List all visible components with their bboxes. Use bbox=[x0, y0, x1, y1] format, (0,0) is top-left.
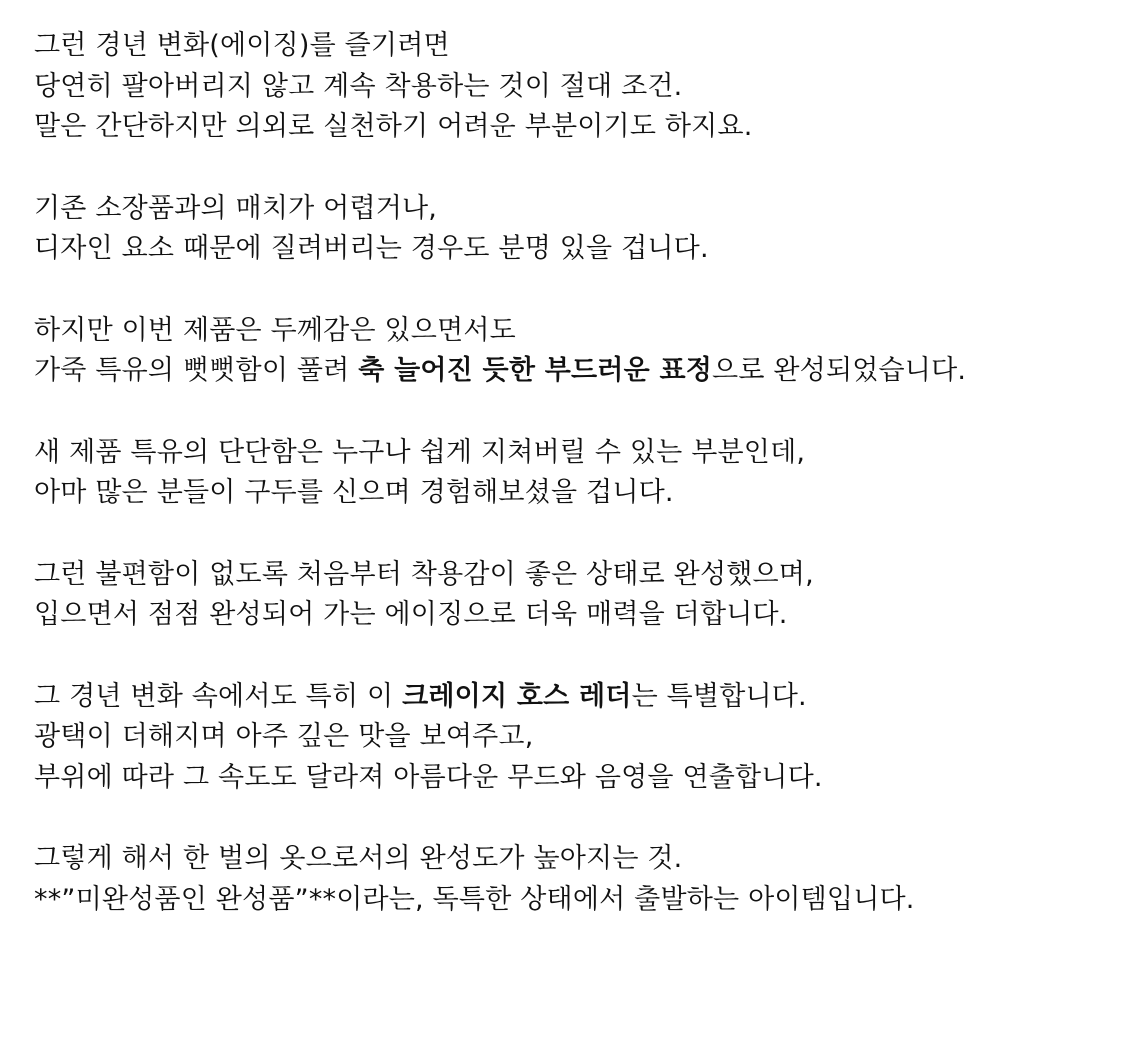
text-line bbox=[34, 351, 1114, 392]
text-segment: 가죽 특유의 뻣뻣함이 풀려 bbox=[34, 355, 359, 386]
paragraph bbox=[34, 677, 1114, 799]
text-segment: 광택이 더해지며 아주 깊은 맛을 보여주고, bbox=[34, 721, 534, 752]
text-line bbox=[34, 26, 1114, 67]
paragraph bbox=[34, 26, 1114, 148]
paragraph bbox=[34, 839, 1114, 920]
bold-text: 축 늘어진 듯한 부드러운 표정 bbox=[358, 355, 713, 386]
paragraph bbox=[34, 433, 1114, 514]
text-segment: 말은 간단하지만 의외로 실천하기 어려운 부분이기도 하지요. bbox=[34, 111, 753, 142]
text-line bbox=[34, 229, 1114, 270]
bold-text: 크레이지 호스 레더 bbox=[402, 680, 632, 712]
text-segment: 그렇게 해서 한 벌의 옷으로서의 완성도가 높아지는 것. bbox=[34, 843, 683, 874]
text-segment: 기존 소장품과의 매치가 어렵거나, bbox=[34, 192, 438, 224]
paragraph bbox=[34, 189, 1114, 270]
text-line bbox=[34, 189, 1114, 230]
text-line bbox=[34, 473, 1114, 514]
text-line bbox=[34, 433, 1114, 474]
text-segment: 그런 경년 변화(에이징)를 즐기려면 bbox=[34, 30, 450, 61]
text-segment: 아마 많은 분들이 구두를 신으며 경험해보셨을 겁니다. bbox=[34, 477, 674, 508]
text-segment: 는 특별합니다. bbox=[631, 680, 807, 712]
text-line bbox=[34, 758, 1114, 799]
text-segment: 입으면서 점점 완성되어 가는 에이징으로 더욱 매력을 더합니다. bbox=[34, 599, 788, 630]
text-segment: 으로 완성되었습니다. bbox=[712, 355, 967, 386]
text-line bbox=[34, 311, 1114, 352]
text-segment: 부위에 따라 그 속도도 달라져 아름다운 무드와 음영을 연출합니다. bbox=[34, 761, 823, 793]
text-segment: 그 경년 변화 속에서도 특히 이 bbox=[34, 680, 403, 712]
text-line bbox=[34, 717, 1114, 758]
document-body bbox=[34, 26, 1114, 961]
text-line bbox=[34, 880, 1114, 921]
text-segment: **”미완성품인 완성품”**이라는, 독특한 상태에서 출발하는 아이템입니다. bbox=[34, 883, 915, 915]
text-segment: 당연히 팔아버리지 않고 계속 착용하는 것이 절대 조건. bbox=[34, 70, 683, 102]
text-line bbox=[34, 107, 1114, 148]
paragraph bbox=[34, 311, 1114, 392]
text-line bbox=[34, 677, 1114, 718]
paragraph bbox=[34, 555, 1114, 636]
text-line bbox=[34, 67, 1114, 108]
text-line bbox=[34, 555, 1114, 596]
text-segment: 새 제품 특유의 단단함은 누구나 쉽게 지쳐버릴 수 있는 부분인데, bbox=[34, 436, 806, 468]
text-segment: 디자인 요소 때문에 질려버리는 경우도 분명 있을 겁니다. bbox=[34, 233, 709, 264]
text-line bbox=[34, 595, 1114, 636]
text-segment: 그런 불편함이 없도록 처음부터 착용감이 좋은 상태로 완성했으며, bbox=[34, 558, 814, 590]
text-segment: 하지만 이번 제품은 두께감은 있으면서도 bbox=[34, 314, 516, 346]
text-line bbox=[34, 839, 1114, 880]
